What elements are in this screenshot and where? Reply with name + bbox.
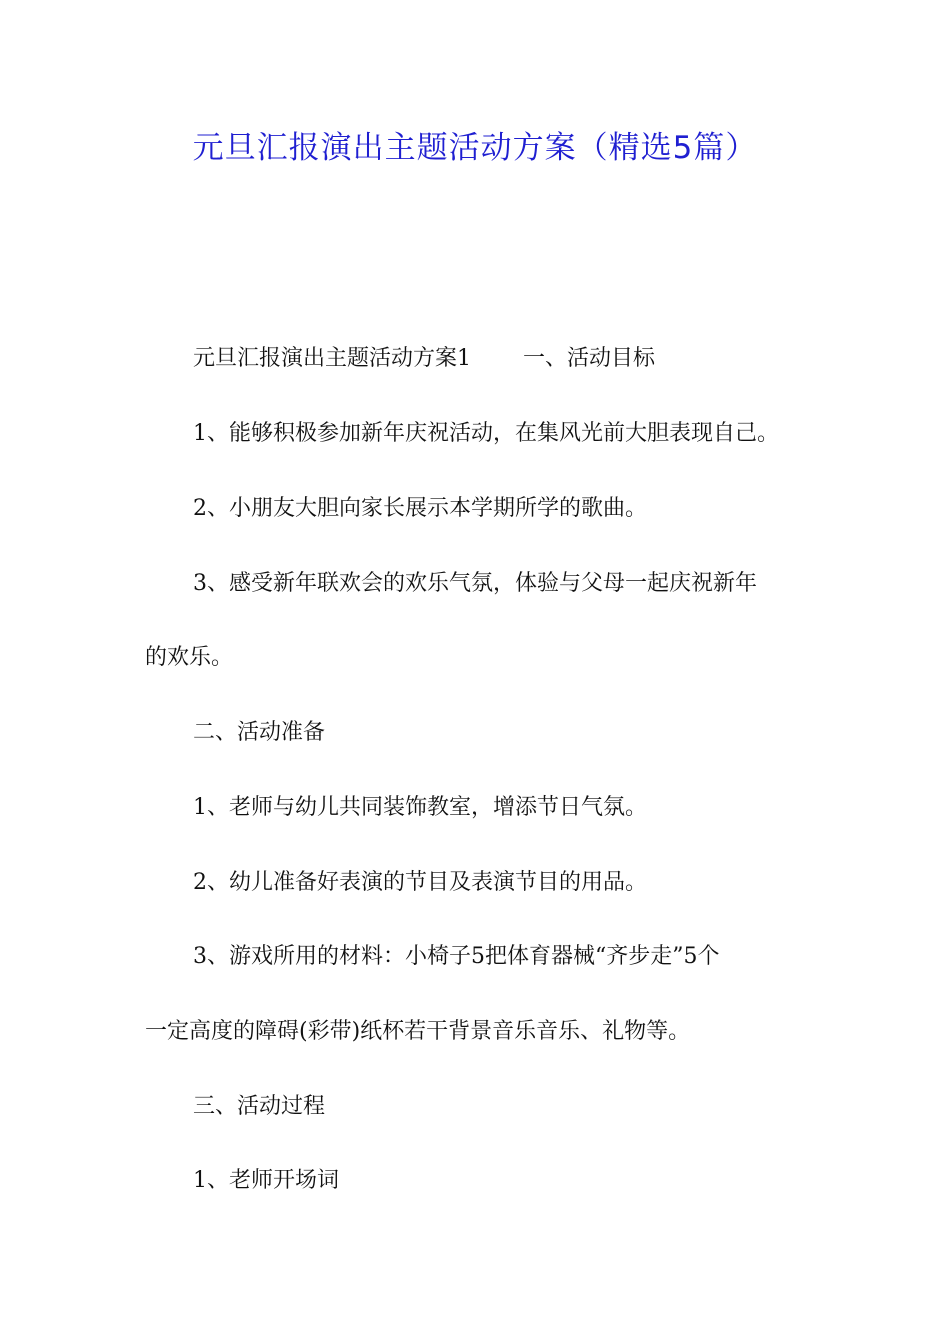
section-title: 元旦汇报演出主题活动方案1	[193, 346, 471, 371]
paragraph-line: 3、游戏所用的材料：小椅子5把体育器械“齐步走”5个	[193, 944, 720, 969]
paragraph-line: 三、活动过程	[193, 1094, 326, 1119]
paragraph-line: 2、小朋友大胆向家长展示本学期所学的歌曲。	[193, 496, 647, 521]
paragraph-line: 2、幼儿准备好表演的节目及表演节目的用品。	[193, 870, 647, 895]
paragraph-line: 的欢乐。	[145, 645, 234, 670]
paragraph-line: 1、能够积极参加新年庆祝活动，在集风光前大胆表现自己。	[193, 421, 779, 446]
paragraph-line: 1、老师开场词	[193, 1168, 339, 1193]
paragraph-line: 3、感受新年联欢会的欢乐气氛，体验与父母一起庆祝新年	[193, 571, 757, 596]
paragraph-line: 二、活动准备	[193, 720, 326, 745]
section-heading: 一、活动目标	[523, 346, 656, 371]
paragraph-line: 1、老师与幼儿共同装饰教室，增添节日气氛。	[193, 795, 647, 820]
paragraph-heading-line	[193, 344, 873, 374]
paragraph-line: 一定高度的障碍(彩带)纸杯若干背景音乐音乐、礼物等。	[145, 1019, 691, 1044]
document-title: 元旦汇报演出主题活动方案（精选5篇）	[192, 130, 758, 166]
